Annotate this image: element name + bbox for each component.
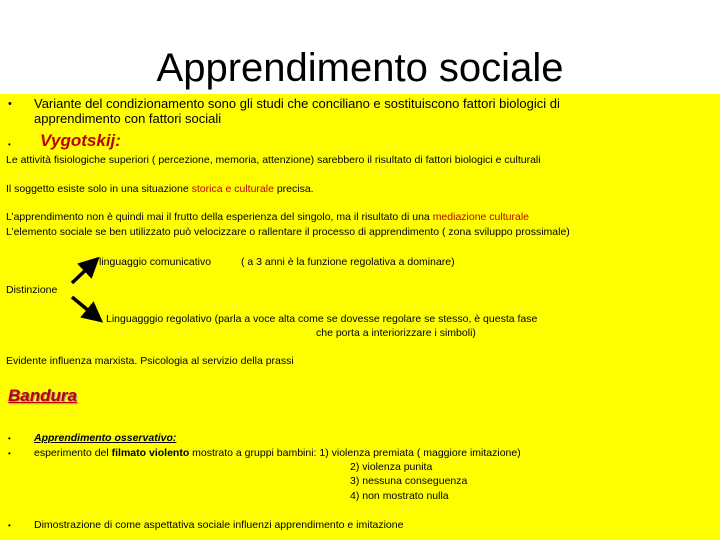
linguaggio-comunicativo-note: ( a 3 anni è la funzione regolativa a dominare) [241,256,455,268]
linguaggio-regolativo-line-1: Linguagggio regolativo (parla a voce alta come se dovesse regolare se stesso, è questa fase [106,313,538,325]
paragraph-2-suffix: precisa. [273,183,314,195]
esperimento-line-4: 4) non mostrato nulla [350,490,449,502]
slide-title: Apprendimento sociale [156,46,564,90]
arrow-up [72,264,92,283]
paragraph-3-prefix: L’apprendimento non è quindi mai il frutto della esperienza del singolo, ma il risultato di una [6,211,433,223]
intro-line-2: apprendimento con fattori sociali [34,111,222,126]
paragraph-2-prefix: Il soggetto esiste solo in una situazione [6,183,192,195]
esperimento-prefix: esperimento del [34,447,112,459]
apprendimento-osservativo: Apprendimento osservativo: [34,432,177,444]
distinzione-label: Distinzione [6,284,58,296]
bullet-marker: • [8,98,12,110]
linguaggio-comunicativo: linguaggio comunicativo [99,256,212,268]
storica-culturale-highlight: storica e culturale [191,183,274,195]
bullet-marker: • [8,449,11,458]
esperimento-suffix: mostrato a gruppi bambini: 1) violenza premiata ( maggiore imitazione) [189,447,521,459]
bullet-marker: • [8,521,11,530]
esperimento-line-2: 2) violenza punita [350,461,433,473]
arrow-down [72,297,95,316]
linguaggio-regolativo-line-2: che porta a interiorizzare i simboli) [316,327,476,339]
vygotskij-heading: Vygotskij: [40,131,121,150]
filmato-violento: filmato violento [111,447,190,459]
bullet-marker: • [8,434,11,443]
esperimento-line-3: 3) nessuna conseguenza [350,475,468,487]
vygotskij-paragraph-1: Le attività fisiologiche superiori ( percezione, memoria, attenzione) sarebbero il risultato di fattori biologici e culturali [6,154,541,166]
dimostrazione: Dimostrazione di come aspettativa sociale influenzi apprendimento e imitazione [34,519,404,531]
esperimento-line-1 [34,446,521,460]
mediazione-culturale-highlight: mediazione culturale [432,211,529,223]
evidente-influenza: Evidente influenza marxista. Psicologia al servizio della prassi [6,355,294,367]
bandura-heading: Bandura [8,386,77,405]
vygotskij-paragraph-4: L’elemento sociale se ben utilizzato può velocizzare o rallentare il processo di apprendimento ( zona sviluppo prossimale) [6,226,570,238]
intro-line-1: Variante del condizionamento sono gli studi che conciliano e sostituiscono fattori biologici di [34,96,560,111]
bullet-marker: • [8,140,11,149]
